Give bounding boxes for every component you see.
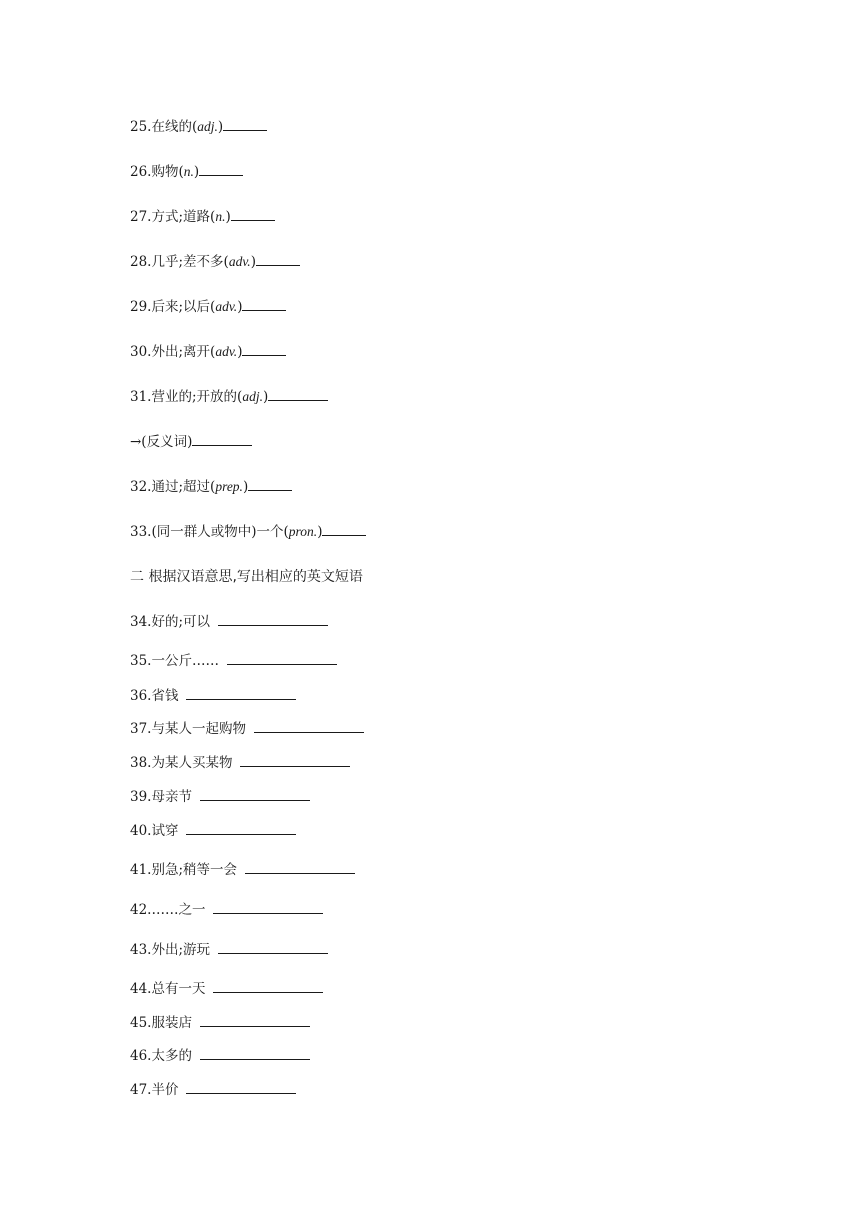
item-chinese: 一公斤…… (151, 653, 219, 669)
item-number: 39. (130, 789, 152, 805)
list-item: 26.购物(n.) (130, 162, 243, 182)
part-of-speech: adj. (197, 119, 218, 134)
item-number: 41. (130, 862, 152, 878)
item-number: 33. (130, 524, 152, 540)
answer-blank[interactable] (245, 860, 355, 874)
answer-blank[interactable] (200, 787, 310, 801)
item-number: 32. (130, 479, 152, 495)
item-chinese: 母亲节 (151, 789, 192, 805)
list-item (130, 612, 328, 632)
answer-blank[interactable] (227, 651, 337, 665)
answer-blank[interactable] (200, 1013, 310, 1027)
answer-blank[interactable] (218, 940, 328, 954)
item-chinese: 外出;离开( (151, 344, 216, 360)
item-number: 45. (130, 1015, 152, 1031)
answer-blank[interactable] (218, 612, 328, 626)
item-chinese: 为某人买某物 (151, 755, 233, 771)
list-item (130, 1013, 310, 1033)
list-item (130, 940, 328, 960)
item-chinese: 别急;稍等一会 (151, 862, 238, 878)
list-item (130, 900, 323, 920)
item-number: 31. (130, 389, 152, 405)
list-item: 32.通过;超过(prep.) (130, 477, 292, 497)
answer-blank[interactable] (248, 477, 292, 491)
answer-blank[interactable] (322, 522, 366, 536)
answer-blank[interactable] (186, 1080, 296, 1094)
item-number: 36. (130, 688, 152, 704)
item-chinese: 好的;可以 (151, 614, 211, 630)
item-number: 38. (130, 755, 152, 771)
list-item: 30.外出;离开(adv.) (130, 342, 286, 362)
item-chinese: 太多的 (151, 1048, 192, 1064)
item-chinese: 在线的( (151, 119, 198, 135)
answer-blank[interactable] (240, 753, 350, 767)
list-item (130, 1080, 296, 1100)
item-chinese: 几乎;差不多( (151, 254, 229, 270)
list-item (130, 1046, 310, 1066)
item-chinese: 省钱 (151, 688, 179, 704)
item-chinese: 与某人一起购物 (151, 721, 246, 737)
item-number: 40. (130, 823, 152, 839)
part-of-speech: adv. (228, 254, 251, 269)
item-chinese: 购物( (151, 164, 184, 180)
item-chinese: 后来;以后( (151, 299, 216, 315)
answer-blank[interactable] (254, 719, 364, 733)
answer-blank[interactable] (186, 821, 296, 835)
answer-blank[interactable] (268, 387, 328, 401)
list-item: 33.(同一群人或物中)一个(pron.) (130, 522, 366, 542)
item-number: 28. (130, 254, 152, 270)
list-item: 31.营业的;开放的(adj.) (130, 387, 328, 407)
item-chinese: 通过;超过( (151, 479, 216, 495)
answer-blank[interactable] (199, 162, 243, 176)
item-chinese: 总有一天 (151, 981, 206, 997)
list-item: 25.在线的(adj.) (130, 117, 267, 137)
part-of-speech: n. (215, 209, 226, 224)
item-chinese: 半价 (151, 1082, 179, 1098)
list-item (130, 860, 355, 880)
part-of-speech: n. (183, 164, 194, 179)
item-chinese: 营业的;开放的( (151, 389, 243, 405)
item-chinese: 方式;道路( (151, 209, 216, 225)
item-number: 42. (130, 902, 152, 918)
item-number: 43. (130, 942, 152, 958)
item-number: 29. (130, 299, 152, 315)
part-of-speech: adv. (215, 344, 238, 359)
item-number: 27. (130, 209, 152, 225)
item-chinese: (同一群人或物中)一个( (151, 524, 289, 540)
answer-blank[interactable] (242, 342, 286, 356)
list-item (130, 686, 296, 706)
item-number: 44. (130, 981, 152, 997)
answer-blank[interactable] (231, 207, 275, 221)
part-of-speech: prep. (215, 479, 243, 494)
part-of-speech: adv. (215, 299, 238, 314)
list-item (130, 979, 323, 999)
list-item: 29.后来;以后(adv.) (130, 297, 286, 317)
answer-blank[interactable] (186, 686, 296, 700)
answer-blank[interactable] (200, 1046, 310, 1060)
list-item (130, 821, 296, 841)
list-item (130, 432, 252, 452)
part-of-speech: pron. (288, 524, 318, 539)
section-title: 二 根据汉语意思,写出相应的英文短语 (130, 569, 363, 585)
item-chinese: ……之一 (151, 902, 206, 918)
answer-blank[interactable] (223, 117, 267, 131)
list-item: 28.几乎;差不多(adv.) (130, 252, 300, 272)
item-chinese: 试穿 (151, 823, 179, 839)
item-number: 46. (130, 1048, 152, 1064)
list-item (130, 787, 310, 807)
answer-blank[interactable] (242, 297, 286, 311)
answer-blank[interactable] (256, 252, 300, 266)
item-number: 37. (130, 721, 152, 737)
list-item (130, 753, 350, 773)
answer-blank[interactable] (192, 432, 252, 446)
list-item (130, 719, 364, 739)
answer-blank[interactable] (213, 900, 323, 914)
item-chinese: 外出;游玩 (151, 942, 211, 958)
part-of-speech: adj. (242, 389, 263, 404)
item-number: 26. (130, 164, 152, 180)
item-number: 35. (130, 653, 152, 669)
item-number: 47. (130, 1082, 152, 1098)
list-item: 27.方式;道路(n.) (130, 207, 275, 227)
list-item (130, 651, 337, 671)
item-number: 25. (130, 119, 152, 135)
item-chinese: →(反义词) (130, 434, 193, 450)
item-chinese: 服装店 (151, 1015, 192, 1031)
item-number: 30. (130, 344, 152, 360)
item-number: 34. (130, 614, 152, 630)
answer-blank[interactable] (213, 979, 323, 993)
